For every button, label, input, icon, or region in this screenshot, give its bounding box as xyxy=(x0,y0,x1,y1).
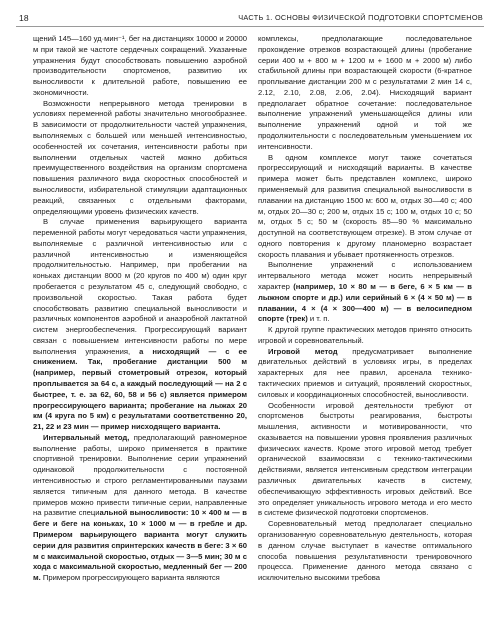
paragraph-text: Примером прогрессирующего варианта являются xyxy=(40,573,220,583)
term-interval-method: Интервальный метод, xyxy=(43,432,130,442)
paragraph xyxy=(258,34,472,153)
term-game-method: Игровой метод xyxy=(268,346,338,356)
page-number: 18 xyxy=(19,13,29,23)
paragraph-text: Соревновательный метод предполагает специально организованную соревновательную деятельность, которая в данном случае выступает в качестве оптимального способа повышения результативности тренировочного процесса. Применение данного метода связано с исключительно высокими требова xyxy=(258,519,472,583)
paragraph xyxy=(33,34,247,99)
paragraph xyxy=(33,217,247,433)
paragraph xyxy=(258,153,472,261)
bold-example-text: (например, 10 × 80 м — в беге, 6 × 5 км — в лыжном спорте и др.) или серийный 6 × (4 × 50 м) — в плавании, 4 × (4 × 300—400 м) — в велосипедном спорте (трек) xyxy=(258,281,472,324)
paragraph-text: предполагающий равномерное выполнение работы, широко применяется в практике спортивной тренировки. Выполнение серии упражнений одинаковой продолжительности с постоянной интенсивностью и строго регламентированными паузами является типичным для данного метода. В качестве примеров можно привести типичные серии, направленные на развитие специ xyxy=(33,432,247,518)
paragraph-text: щений 145—160 уд·мин⁻¹, бег на дистанциях 10000 и 20000 м при такой же частоте сердечных сокращений. Указанные упражнения будут способствовать повышению аэробной производительности спортсменов, развитию их выносливости к длительной работе, повышению ее экономичности. xyxy=(33,34,247,97)
paragraph-text: В случае применения варьирующего варианта переменной работы могут чередоваться части упражнения, выполняемые с различной интенсивностью или с различной интенсивностью и изменяющейся продолжительностью. Например, при пробегании на коньках дистанции 8000 м (20 кругов по 400 м) один круг пробегается с результатом 45 с, следующий свободно, с произвольной скоростью. Такая работа будет способствовать развитию специальной выносливости и различных компонентов аэробной и анаэробной лактатной систем энергообеспечения. Прогрессирующий вариант связан с повышением интенсивности работы по мере выполнения упражнения, xyxy=(33,217,247,356)
right-column xyxy=(258,34,472,584)
paragraph-text: комплексы, предполагающие последовательное прохождение отрезков возрастающей длины (пробегание серии 400 м + 800 м + 1200 м + 1600 м + 2000 м) либо стабильной длины при возрастающей скорости (6-кратное проплывание дистанции 200 м с результатами 2 мин 14 с, 2.12, 2.10, 2.08, 2.06, 2.04). Нисходящий вариант предполагает обратное сочетание: последовательное выполнение упражнений уменьшающейся длины или выполнение упражнений одной и той же продолжительности с последовательным уменьшением их интенсивности. xyxy=(258,34,472,151)
paragraph-text: Выполнение упражнений с использованием интервального метода может носить непрерывный характер xyxy=(258,260,472,291)
paragraph-text: К другой группе практических методов принято относить игровой и соревновательный. xyxy=(258,325,472,345)
paragraph xyxy=(258,325,472,347)
bold-example-text: альной выносливости: 10 × 400 м — в беге и беге на коньках, 10 × 1000 м — в гребле и др. Примером варьирующего варианта могут служить серии для развития спринтерских качеств в беге: 3 × 60 м с максимальной скоростью, отдых — 3—5 мин; 30 м с хода с максимальной скоростью, медленный бег — 200 м. xyxy=(33,508,247,583)
paragraph-text: предусматривает выполнение двигательных действий в условиях игры, в пределах характерных для нее правил, арсенала технико-тактических приемов и ситуаций, проявлений скоростных, силовых и координационных способностей, выносливости. xyxy=(258,346,472,399)
bold-example-text: а нисходящий — с ее снижением. Так, пробегание дистанции 500 м (например, первый стометровый отрезок, который проплывается за 64 с, а каждый последующий — на 2 с быстрее, т. е. за 62, 60, 58 и 56 с) является примером прогрессирующего варианта; пробегание на лыжах 20 км (4 круга по 5 км) с результатами соответственно 20, 21, 22 и 23 мин — пример нисходящего варианта. xyxy=(33,346,247,432)
paragraph-text: Особенности игровой деятельности требуют от спортсменов быстроты реагирования, быстроты мышления, активности и мотивированности, что сказывается на повышении уровня проявления различных физических качеств. Кроме этого игровой метод требует органической взаимосвязи с технико-тактическими действиями, является интенсивным средством интеграции различных двигательных качеств в систему, обеспечивающую эффективность игровых действий. Все это определяет уникальность игрового метода и его место в системе физической подготовки спортсменов. xyxy=(258,400,472,518)
header-rule xyxy=(16,26,484,27)
paragraph-text: В одном комплексе могут также сочетаться прогрессирующий и нисходящий варианты. В качестве примера может быть представлен комплекс, широко применяемый для развития специальной выносливости в плавании на дистанцию 1500 м: 600 м, отдых 30—40 с; 400 м, отдых 20—30 с; 200 м, отдых 15 с; 100 м, отдых 10 с; 50 м, отдых 5 с; 50 м (скорость 85—90 % максимально доступной на соответствующем отрезке). В этом случае от одного повторения к другому планомерно возрастает скорость плавания и убывает протяженность отрезков. xyxy=(258,152,472,259)
paragraph-text: и т. п. xyxy=(307,314,330,324)
paragraph-text: Возможности непрерывного метода тренировки в условиях переменной работы значительно многообразнее. В зависимости от продолжительности частей упражнения, выполняемых с большей или меньшей интенсивностью, особенностей их сочетания, интенсивности работы при выполнении отдельных частей можно добиться преимущественного воздействия на организм спортсмена повышения различного вида скоростных способностей и выносливости, избирательной стимуляции адаптационных реакций, связанных с отдельными факторами, определяющими уровень физических качеств. xyxy=(33,98,247,216)
paragraph xyxy=(258,347,472,401)
paragraph xyxy=(33,99,247,218)
running-header: ЧАСТЬ 1. ОСНОВЫ ФИЗИЧЕСКОЙ ПОДГОТОВКИ СПОРТСМЕНОВ xyxy=(238,13,483,22)
paragraph xyxy=(258,519,472,584)
paragraph xyxy=(258,401,472,520)
paragraph xyxy=(258,260,472,325)
left-column xyxy=(33,34,247,584)
paragraph xyxy=(33,433,247,584)
